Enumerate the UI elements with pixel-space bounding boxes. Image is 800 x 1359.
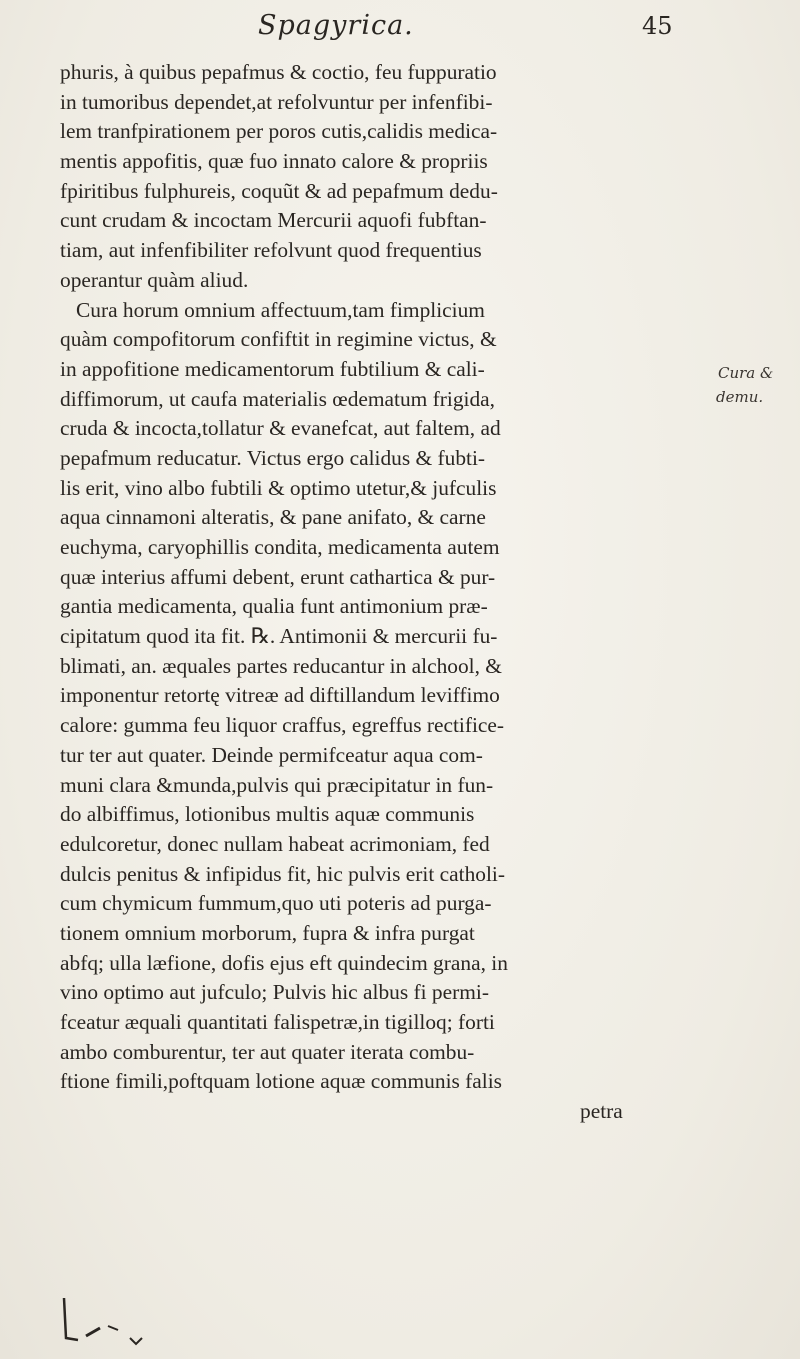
margin-note: demu. (716, 388, 764, 406)
text-line: Cura horum omnium affectuum,tam fimplicium (76, 297, 485, 322)
text-line: vino optimo aut jufculo; Pulvis hic albus fi permi- (60, 980, 489, 1005)
page-number: 45 (642, 12, 673, 40)
text-line: quæ interius affumi debent, erunt cathartica & pur- (60, 564, 496, 589)
text-line: tionem omnium morborum, fupra & infra purgat (60, 920, 475, 945)
text-line: diffimorum, ut caufa materialis œdematum frigida, (60, 386, 496, 411)
text-line: euchyma, caryophillis condita, medicamenta autem (60, 535, 500, 559)
text-line: ftione fimili,poftquam lotione aquæ communis falis (60, 1069, 503, 1094)
page-header (0, 10, 800, 50)
text-line: cipitatum quod ita fit. ℞. Antimonii & mercurii fu- (60, 624, 498, 649)
text-line: imponentur retortę vitreæ ad diftillandum leviffimo (60, 683, 500, 708)
margin-note: Cura & (718, 364, 774, 382)
text-line: fceatur æquali quantitati falispetræ,in tigilloq; forti (60, 1010, 495, 1034)
text-line: gantia medicamenta, qualia funt antimonium præ- (60, 594, 488, 619)
text-line: lis erit, vino albo fubtili & optimo utetur,& jufculis (60, 475, 497, 500)
text-line: dulcis penitus & infipidus fit, hic pulvis erit catholi- (60, 861, 505, 886)
text-line: aqua cinnamoni alteratis, & pane anifato, & carne (60, 505, 486, 530)
text-line: quàm compofitorum confiftit in regimine victus, & (60, 327, 497, 352)
text-line: cunt crudam & incoctam Mercurii aquofi fubftan- (60, 208, 487, 233)
running-title: Spagyrica. (258, 10, 414, 41)
body-text (60, 58, 705, 1127)
text-line: cum chymicum fummum,quo uti poteris ad purga- (60, 891, 492, 916)
signature-mark-icon (56, 1288, 166, 1348)
text-line: cruda & incocta,tollatur & evanefcat, aut faltem, ad (60, 416, 501, 441)
text-line: pepafmum reducatur. Victus ergo calidus & fubti- (60, 445, 486, 470)
text-line: tur ter aut quater. Deinde permifceatur aqua com- (60, 742, 483, 767)
text-line: calore: gumma feu liquor craffus, egreffus rectifice- (60, 713, 505, 738)
text-line: in appofitione medicamentorum fubtilium & cali- (60, 356, 485, 381)
text-line: abfq; ulla læfione, dofis ejus eft quindecim grana, in (60, 950, 508, 975)
text-line: in tumoribus dependet,at refolvuntur per infenfibi- (60, 89, 493, 114)
text-line: do albiffimus, lotionibus multis aquæ communis (60, 802, 475, 827)
catchword: petra (580, 1099, 623, 1124)
text-line: phuris, à quibus pepafmus & coctio, feu fuppuratio (60, 60, 497, 84)
text-line: lem tranfpirationem per poros cutis,calidis medica- (60, 119, 498, 144)
text-line: operantur quàm aliud. (60, 267, 249, 292)
text-line: tiam, aut infenfibiliter refolvunt quod frequentius (60, 238, 482, 263)
text-line: muni clara &munda,pulvis qui præcipitatur in fun- (60, 772, 494, 797)
text-line: edulcoretur, donec nullam habeat acrimoniam, fed (60, 831, 490, 856)
text-line: fpiritibus fulphureis, coquũt & ad pepafmum dedu- (60, 178, 498, 203)
text-line: blimati, an. æquales partes reducantur in alchool, & (60, 653, 502, 678)
text-line: mentis appofitis, quæ fuo innato calore & propriis (60, 149, 488, 174)
text-line: ambo comburentur, ter aut quater iterata combu- (60, 1039, 475, 1064)
